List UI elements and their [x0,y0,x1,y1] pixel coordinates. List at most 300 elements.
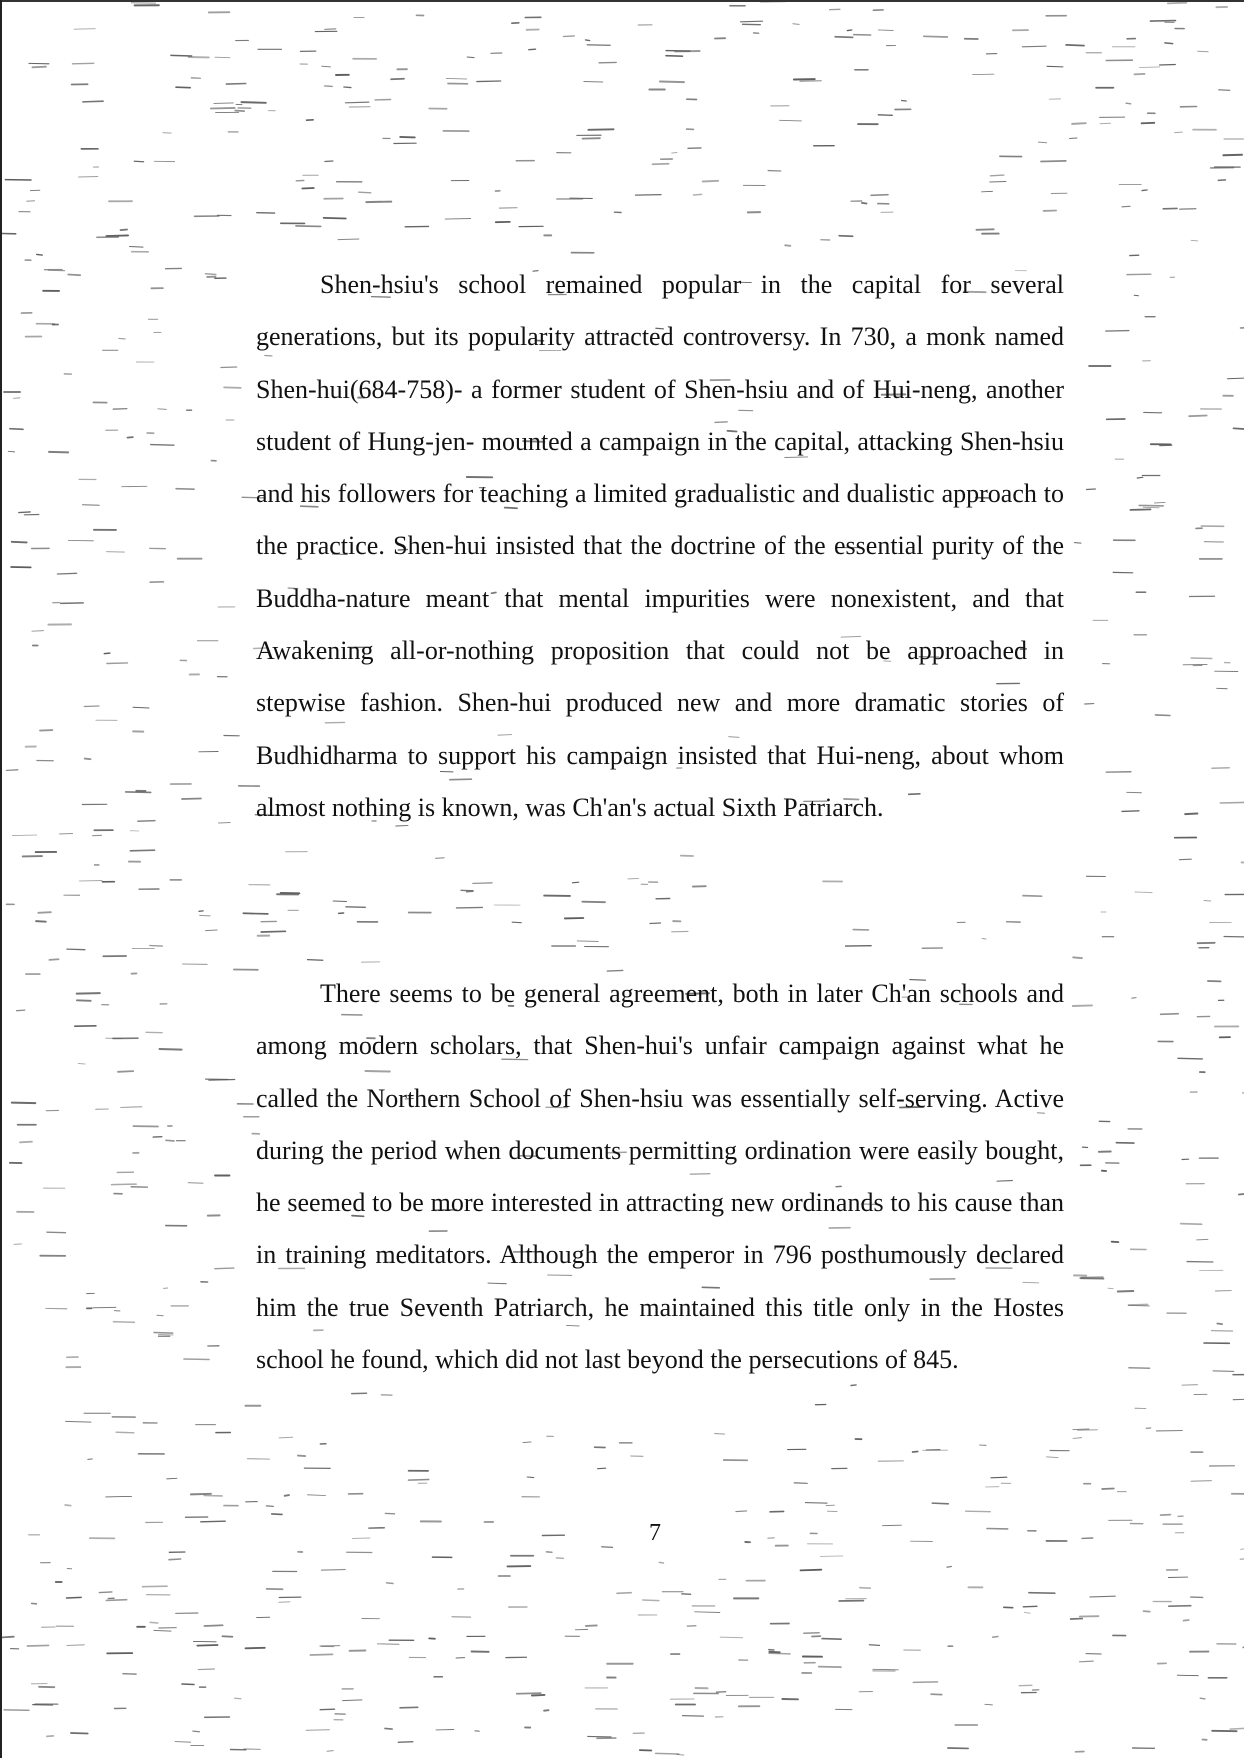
scan-noise-dash [1181,1224,1202,1225]
scan-noise-dash [73,63,94,64]
scan-noise-dash [333,901,346,902]
scan-noise-dash [1073,957,1082,958]
scan-noise-dash [1087,489,1096,490]
scan-noise-dash [445,219,471,220]
scan-noise-dash [793,24,799,25]
scan-noise-dash [150,946,163,947]
scan-noise-dash [446,79,467,80]
scan-noise-dash [1102,1489,1114,1490]
scan-noise-dash [1198,51,1208,52]
scan-noise-dash [1070,138,1077,139]
scan-noise-dash [344,87,351,88]
scan-noise-dash [1023,896,1042,897]
scan-noise-dash [617,1593,631,1594]
scan-noise-dash [527,1477,534,1478]
scan-noise-dash [981,191,992,192]
scan-noise-dash [106,235,128,236]
scan-noise-dash [121,1107,142,1108]
scan-noise-dash [1137,477,1143,478]
scan-noise-dash [985,1704,992,1705]
scan-noise-dash [14,398,20,399]
scan-noise-dash [104,653,110,654]
scan-noise-dash [49,959,58,960]
scan-noise-dash [694,194,702,195]
scan-noise-dash [12,1103,36,1104]
scan-noise-dash [720,1637,742,1638]
scan-noise-dash [1073,1438,1082,1439]
scan-noise-dash [27,1645,48,1646]
scan-noise-dash [119,338,125,339]
scan-noise-dash [584,82,603,83]
scan-noise-dash [61,603,83,604]
scan-noise-dash [385,1728,392,1729]
scan-noise-dash [1218,180,1225,181]
scan-noise-dash [1184,1620,1189,1621]
scan-noise-dash [801,1570,822,1571]
scan-noise-dash [1223,155,1242,156]
scan-noise-dash [10,429,23,430]
scan-noise-dash [77,993,100,994]
scan-noise-dash [1177,1675,1198,1676]
scan-noise-dash [215,1268,234,1269]
scan-noise-dash [298,1456,305,1457]
scan-noise-dash [523,1442,531,1443]
scan-noise-dash [529,49,536,50]
scan-noise-dash [977,229,994,230]
scan-noise-dash [598,1468,606,1469]
scan-noise-dash [1082,1277,1103,1278]
scan-noise-dash [1029,1593,1055,1594]
scan-noise-dash [1073,1429,1089,1430]
scan-noise-dash [1143,507,1159,508]
scan-noise-dash [820,1556,843,1557]
scan-noise-dash [79,177,98,178]
scan-noise-dash [308,1495,326,1496]
scan-noise-dash [1156,715,1170,716]
scan-noise-dash [65,1505,71,1506]
scan-noise-dash [66,1421,91,1422]
scan-noise-dash [246,1648,265,1649]
scan-noise-dash [150,1622,158,1623]
scan-noise-dash [308,960,323,961]
scan-noise-dash [643,1600,659,1601]
scan-noise-dash [121,230,128,231]
scan-noise-dash [85,759,91,760]
scan-noise-dash [2,1637,13,1638]
scan-noise-dash [1182,1385,1197,1386]
scan-noise-dash [582,902,605,903]
scan-noise-dash [320,1709,334,1710]
scan-noise-dash [68,275,80,276]
scan-noise-dash [160,1049,182,1050]
scan-noise-dash [839,236,852,237]
scan-noise-dash [602,1547,613,1548]
scan-noise-dash [1228,378,1244,379]
scan-noise-dash [1142,123,1155,124]
scan-noise-dash [398,1742,413,1743]
scan-noise-dash [198,1669,214,1670]
scan-noise-dash [947,1567,951,1568]
scan-noise-dash [1204,901,1211,902]
scan-noise-dash [672,153,677,154]
scan-noise-dash [588,129,613,130]
scan-noise-dash [924,36,948,37]
scan-noise-dash [48,270,64,271]
scan-noise-dash [272,1514,282,1515]
scan-noise-dash [1122,811,1139,812]
scan-noise-dash [586,1625,597,1626]
scan-noise-dash [1217,1324,1222,1325]
scan-noise-dash [47,1232,66,1233]
scan-noise-dash [182,799,201,800]
scan-noise-dash [577,941,598,942]
scan-noise-dash [564,36,575,37]
scan-noise-dash [659,1562,663,1563]
scan-noise-dash [1191,240,1198,241]
scan-noise-dash [769,1652,779,1653]
scan-noise-dash [1178,1058,1202,1059]
paragraph-1: Shen-hsiu's school remained popular in the capital for several generations, but its popularity attracted controversy. In 730, a monk named Shen-hui(684-758)- a former student of Shen-hsiu and of Hui-neng, another student of Hung-jen- mounted a campaign in the capital, attacking Shen-hsiu and his followers for teaching a limited gradualistic and dualistic approach to the practice. Shen-hui insisted that the doctrine of the essential purity of the Buddha-nature meant that mental impurities were nonexistent, and that Awakening all-or-nothing proposition that could not be approached in stepwise fashion. Shen-hui produced new and more dramatic stories of Budhidharma to support his campaign insisted that Hui-neng, about whom almost nothing is known, was Ch'an's actual Sixth Patriarch. [256,270,1064,822]
scan-noise-dash [683,1716,704,1717]
scan-noise-dash [477,81,501,82]
scan-noise-dash [128,437,133,438]
scan-noise-dash [862,203,867,204]
scan-noise-dash [1122,206,1130,207]
scan-noise-dash [1041,161,1066,162]
scan-noise-dash [572,882,578,883]
scan-noise-dash [359,192,371,193]
scan-noise-dash [20,1142,32,1143]
scan-noise-dash [650,923,661,924]
scan-noise-dash [1175,132,1183,133]
scan-noise-dash [215,57,230,58]
scan-noise-dash [366,202,391,203]
scan-noise-dash [800,81,821,82]
scan-noise-dash [219,823,231,824]
scan-noise-dash [1066,45,1084,46]
scan-noise-dash [660,82,684,83]
scan-noise-dash [703,181,719,182]
scan-noise-dash [19,512,30,513]
scan-noise-dash [391,79,404,80]
scan-noise-dash [1161,1515,1171,1516]
left-edge-line [0,0,2,1758]
scan-noise-dash [973,74,994,75]
scan-noise-dash [12,542,27,543]
scan-noise-dash [436,858,445,859]
scan-noise-dash [243,913,267,914]
scan-noise-dash [544,1710,548,1711]
top-edge-line [0,0,1244,2]
scan-noise-dash [221,367,237,368]
scan-noise-dash [1080,1661,1094,1662]
scan-noise-dash [131,3,155,4]
scan-noise-dash [677,1754,684,1755]
scan-noise-dash [656,1753,679,1754]
scan-noise-dash [138,821,155,822]
scan-noise-dash [126,792,151,793]
scan-noise-dash [736,1511,747,1512]
scan-noise-dash [154,1630,171,1631]
scan-noise-dash [346,907,365,908]
scan-noise-dash [715,1434,725,1435]
scan-noise-dash [1165,43,1173,44]
scan-noise-dash [1154,503,1165,504]
scan-noise-dash [130,247,143,248]
scan-noise-dash [400,1707,418,1708]
scan-noise-dash [306,1730,329,1731]
scan-noise-dash [84,706,99,707]
scan-noise-dash [1132,998,1136,999]
scan-noise-dash [206,274,216,275]
scan-noise-dash [1022,46,1046,47]
scan-noise-dash [587,45,610,46]
scan-noise-dash [107,663,128,664]
scan-noise-dash [586,40,590,41]
scan-noise-dash [133,707,149,708]
scan-noise-dash [1047,66,1063,67]
scan-noise-dash [1212,1331,1233,1332]
scan-noise-dash [588,1736,611,1737]
scan-noise-dash [1073,1005,1092,1006]
scan-noise-dash [1219,90,1230,91]
scan-noise-dash [547,1552,552,1553]
scan-noise-dash [1024,1613,1030,1614]
scan-noise-dash [71,1733,88,1734]
scan-noise-dash [1180,209,1196,210]
scan-noise-dash [158,409,166,410]
scan-noise-dash [266,1506,273,1507]
scan-noise-dash [188,1183,203,1184]
scan-noise-dash [321,1570,345,1571]
scan-noise-dash [794,1483,807,1484]
scan-noise-dash [1130,509,1150,510]
scan-noise-dash [1239,1194,1244,1195]
scan-noise-dash [785,245,790,246]
scan-noise-dash [175,1742,190,1743]
scan-noise-dash [169,1559,181,1560]
scan-noise-dash [1106,331,1129,332]
scan-noise-dash [235,111,244,112]
scan-noise-dash [325,29,336,30]
scan-noise-dash [40,730,52,731]
scan-noise-dash [134,161,143,162]
scan-noise-dash [1189,416,1206,417]
scan-noise-dash [32,631,44,632]
scan-noise-dash [913,1452,918,1453]
scan-noise-dash [878,30,893,31]
scan-noise-dash [83,505,99,506]
scan-noise-dash [512,922,521,923]
scan-noise-dash [991,175,1004,176]
scan-noise-dash [116,1432,134,1433]
scan-noise-dash [873,1669,898,1670]
scan-noise-dash [400,137,415,138]
scan-noise-dash [6,770,18,771]
scan-noise-dash [741,21,763,22]
scan-noise-dash [1118,1291,1134,1292]
scan-noise-dash [99,1592,112,1593]
scan-noise-dash [878,115,892,116]
scan-noise-dash [182,1684,194,1685]
scan-noise-dash [36,921,46,922]
scan-noise-dash [378,1644,399,1645]
scan-noise-dash [211,108,235,109]
scan-noise-dash [666,56,682,57]
scan-noise-dash [201,1521,225,1522]
scan-noise-dash [1144,1611,1150,1612]
scan-noise-dash [167,1478,177,1479]
scan-noise-dash [902,101,907,102]
scan-noise-dash [193,1731,200,1732]
scan-noise-dash [74,29,95,30]
scan-noise-dash [1230,1728,1244,1729]
scan-noise-dash [113,1322,134,1323]
scan-noise-dash [1161,1014,1179,1015]
scan-noise-dash [1126,103,1131,104]
scan-noise-dash [166,1140,174,1141]
scan-noise-dash [932,1503,948,1504]
scan-noise-dash [338,239,359,240]
scan-noise-dash [822,1639,841,1640]
scan-noise-dash [130,850,154,851]
scan-noise-dash [993,1637,998,1638]
scan-noise-dash [324,218,346,219]
scan-noise-dash [143,1586,168,1587]
scan-noise-dash [224,387,241,388]
scan-noise-dash [769,1653,790,1654]
scan-noise-dash [1139,505,1163,506]
scan-noise-dash [1135,892,1152,893]
scan-noise-dash [457,907,483,908]
scan-noise-dash [1108,1288,1113,1289]
scan-noise-dash [409,1480,429,1481]
scan-noise-dash [1038,142,1046,143]
scan-noise-dash [57,573,76,574]
scan-noise-dash [67,1597,82,1598]
scan-noise-dash [171,55,192,56]
scan-noise-dash [154,1333,173,1334]
scan-noise-dash [302,188,314,189]
scan-noise-dash [310,1654,332,1655]
scan-noise-dash [296,226,321,227]
scan-noise-dash [1134,295,1138,296]
scan-noise-dash [285,1495,289,1496]
scan-noise-dash [158,1335,173,1336]
scan-noise-dash [197,1645,217,1646]
scan-noise-dash [214,103,234,104]
scan-noise-dash [913,1682,937,1683]
scan-noise-dash [279,1437,293,1438]
scan-noise-dash [869,1645,879,1646]
scan-noise-dash [322,66,331,67]
scan-noise-dash [47,1736,53,1737]
scan-noise-dash [1078,1430,1098,1431]
scan-noise-dash [12,835,36,836]
scan-noise-dash [106,1496,132,1497]
scan-noise-dash [819,1667,841,1668]
scan-noise-dash [118,1071,133,1072]
scan-noise-dash [966,1511,991,1512]
scan-noise-dash [1150,21,1175,22]
scan-noise-dash [860,1588,871,1589]
scan-noise-dash [1200,1698,1205,1699]
scan-noise-dash [1168,3,1187,4]
scan-noise-dash [695,1612,720,1613]
scan-noise-dash [883,1525,902,1526]
scan-noise-dash [532,1695,545,1696]
scan-noise-dash [1213,1371,1234,1372]
scan-noise-dash [33,67,46,68]
scan-noise-dash [176,87,190,88]
scan-noise-dash [242,102,266,103]
scan-noise-dash [235,1698,241,1699]
scan-noise-dash [991,1477,1007,1478]
scan-noise-dash [1185,814,1197,815]
scan-noise-dash [77,1000,91,1001]
scan-noise-dash [1075,543,1082,544]
scan-noise-dash [226,84,245,85]
scan-noise-dash [343,1700,362,1701]
scan-noise-dash [222,1636,232,1637]
scan-noise-dash [151,445,174,446]
scan-noise-dash [636,195,662,196]
scan-noise-dash [327,1751,333,1752]
scan-noise-dash [835,37,853,38]
scan-noise-dash [1197,1239,1208,1240]
scan-noise-dash [67,1645,84,1646]
scan-noise-dash [1072,123,1086,124]
scan-noise-dash [176,489,194,490]
scan-noise-dash [88,1459,92,1460]
scan-noise-dash [990,182,1006,183]
page-number: 7 [649,1520,661,1546]
scan-noise-dash [200,915,210,916]
scan-noise-dash [37,254,43,255]
scan-noise-dash [467,57,474,58]
scan-noise-dash [184,1359,209,1360]
scan-noise-dash [871,195,888,196]
scan-noise-dash [17,1010,25,1011]
scan-noise-dash [83,101,103,102]
scan-noise-dash [106,1600,126,1601]
scan-noise-dash [191,1494,211,1495]
scan-noise-dash [557,1558,564,1559]
scan-noise-dash [1191,658,1212,659]
scan-noise-dash [780,120,802,121]
scan-noise-dash [1023,1606,1037,1607]
scan-noise-dash [112,1184,137,1185]
scan-noise-dash [1179,859,1191,860]
scan-noise-dash [1129,1305,1148,1306]
scan-noise-dash [1047,1457,1058,1458]
scan-noise-dash [847,30,851,31]
scan-noise-dash [386,1583,393,1584]
scan-noise-dash [206,930,218,931]
scan-noise-dash [345,102,368,103]
scan-noise-dash [261,931,285,932]
scan-noise-dash [325,161,333,162]
scan-noise-dash [67,949,85,950]
scan-noise-dash [1220,802,1244,803]
scan-noise-dash [279,1602,290,1603]
scan-noise-dash [1191,1481,1211,1482]
scan-noise-dash [204,1625,222,1626]
scan-noise-dash [1142,190,1147,191]
scan-noise-dash [49,452,68,453]
scan-noise-dash [461,890,473,891]
paragraph-2: There seems to be general agreement, both in later Ch'an schools and among modern scholars, that Shen-hui's unfair campaign against what he called the Northern School of Shen-hsiu was essentially self-serving. Active during the period when documents permitting ordination were easily bought, he seemed to be more interested in attracting new ordinands to his cause than in training meditators. Although the emperor in 796 posthumously declared him the true Seventh Patriarch, he maintained this title only in the Hostes school he found, which did not last beyond the persecutions of 845. [256,979,1064,1375]
